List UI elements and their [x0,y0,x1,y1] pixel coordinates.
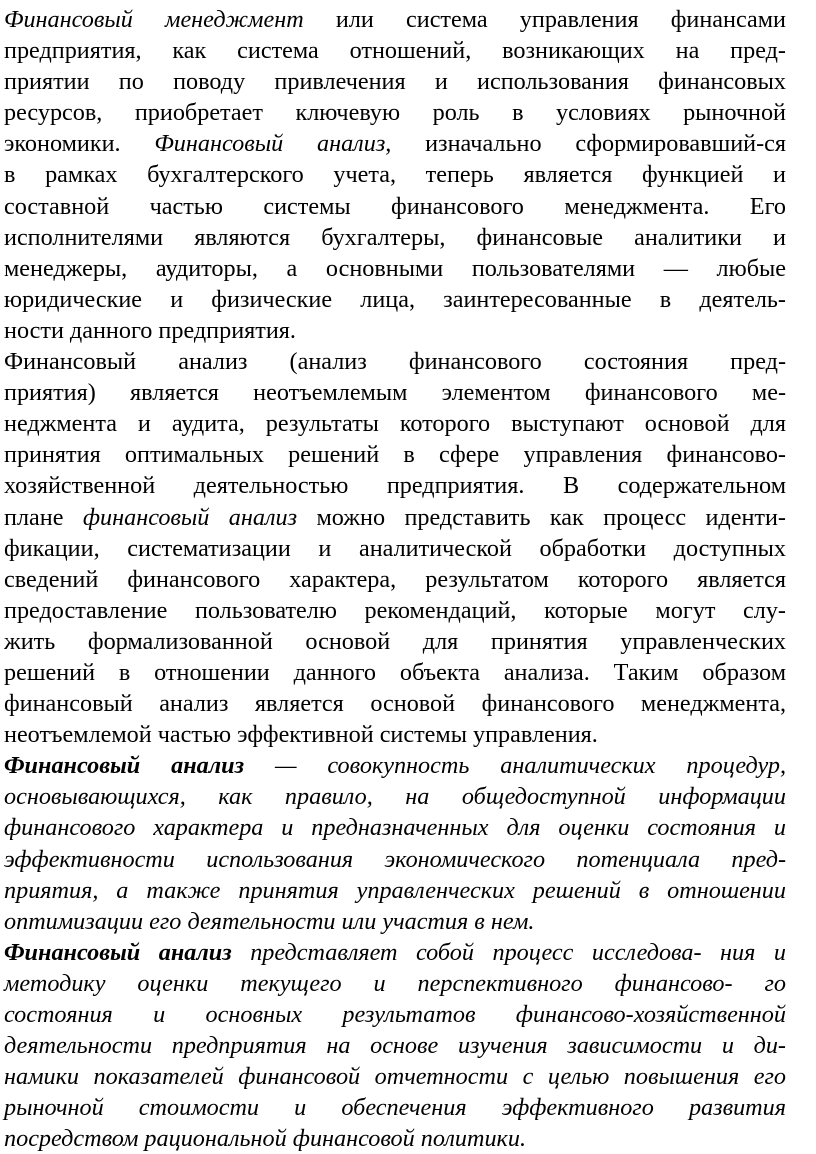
text-run: принятия оптимальных решений в сфере управления финансово- [4,441,786,469]
text-run: предоставление пользователю рекомендаций, которые могут слу- [4,596,786,624]
term-italic: — совокупность аналитических процедур, [244,752,787,780]
term-italic: оптимизации его деятельности или участия в нем. [4,907,535,935]
text-run: Финансовый анализ (анализ финансового состояния пред- [4,348,786,376]
text-line [4,502,786,533]
text-line [4,97,786,128]
text-line [4,128,786,159]
text-run: ности данного предприятия. [4,316,296,344]
term-bold: Финансовый анализ [4,938,232,966]
term-italic: представляет собой процесс исследова- ния и [231,938,786,966]
text-run: хозяйственной деятельностью предприятия. В содержательном [4,472,786,500]
text-run: экономики. [4,130,155,158]
text-run: фикации, систематизации и аналитической обработки доступных [4,534,786,562]
text-line [4,533,786,564]
text-line [4,626,786,657]
term-italic: Финансовый анализ, [154,130,392,158]
text-line [4,284,786,315]
text-run: приятия) является неотъемлемым элементом финансового ме- [4,379,786,407]
text-line [4,844,786,875]
term-italic: финансового характера и предназначенных для оценки состояния и [4,814,786,842]
text-run: составной частью системы финансового менеджмента. Его [4,192,786,220]
text-line [4,688,786,719]
text-run: юридические и физические лица, заинтересованные в деятель- [4,285,786,313]
term-italic: посредством рациональной финансовой политики. [4,1125,527,1153]
text-line [4,999,786,1030]
text-line [4,470,786,501]
text-line [4,812,786,843]
term-italic: Финансовый менеджмент [4,6,304,33]
text-run: плане [4,503,83,531]
text-line [4,439,786,470]
paragraph-p2 [4,346,800,750]
text-line [4,595,786,626]
text-run: решений в отношении данного объекта анализа. Таким образом [4,658,786,686]
text-line [4,657,786,688]
text-run: менеджеры, аудиторы, а основными пользователями — любые [4,254,786,282]
paragraph-p4 [4,937,800,1154]
term-italic: деятельности предприятия на основе изучения зависимости и ди- [4,1032,786,1060]
text-line [4,564,786,595]
document-page [4,4,800,1154]
text-line [4,4,786,35]
text-run: неджмента и аудита, результаты которого выступают основой для [4,410,786,438]
text-line [4,906,800,937]
paragraph-p3 [4,750,800,937]
text-run: ресурсов, приобретает ключевую роль в условиях рыночной [4,99,786,127]
text-run: в рамках бухгалтерского учета, теперь является функцией и [4,161,786,189]
text-run: финансовый анализ является основой финансового менеджмента, [4,690,786,718]
text-run: можно представить как процесс иденти- [297,503,786,531]
text-line [4,191,786,222]
text-line [4,968,786,999]
text-line [4,66,786,97]
text-line [4,35,786,66]
text-line [4,937,786,968]
paragraph-p1 [4,4,800,346]
text-line [4,346,786,377]
text-line [4,408,786,439]
text-run: или система управления финансами [303,6,787,33]
term-italic: намики показателей финансовой отчетности с целью повышения его [4,1063,786,1091]
text-run: изначально сформировавший-ся [391,130,786,158]
text-line [4,377,786,408]
text-run: исполнителями являются бухгалтеры, финансовые аналитики и [4,223,786,251]
text-line [4,750,786,781]
text-line [4,781,786,812]
text-run: сведений финансового характера, результатом которого является [4,565,786,593]
term-italic: эффективности использования экономического потенциала пред- [4,845,786,873]
term-italic: методику оценки текущего и перспективного финансово- го [4,969,786,997]
text-line [4,222,786,253]
text-run: неотъемлемой частью эффективной системы управления. [4,721,598,749]
term-italic: состояния и основных результатов финансово-хозяйственной [4,1001,786,1028]
text-line [4,315,800,346]
text-line [4,1123,800,1154]
text-line [4,875,786,906]
text-run: предприятия, как система отношений, возникающих на пред- [4,37,786,65]
term-italic: основывающихся, как правило, на общедоступной информации [4,783,786,811]
text-line [4,1092,786,1123]
term-italic: рыночной стоимости и обеспечения эффективного развития [4,1094,786,1122]
text-line [4,1030,786,1061]
term-bold: Финансовый анализ [4,752,245,780]
term-italic: финансовый анализ [82,503,298,531]
text-line [4,253,786,284]
text-run: приятии по поводу привлечения и использования финансовых [4,68,786,96]
text-line [4,159,786,190]
text-line [4,1061,786,1092]
text-run: жить формализованной основой для принятия управленческих [4,627,786,655]
term-italic: приятия, а также принятия управленческих решений в отношении [4,876,786,904]
text-line [4,719,800,750]
